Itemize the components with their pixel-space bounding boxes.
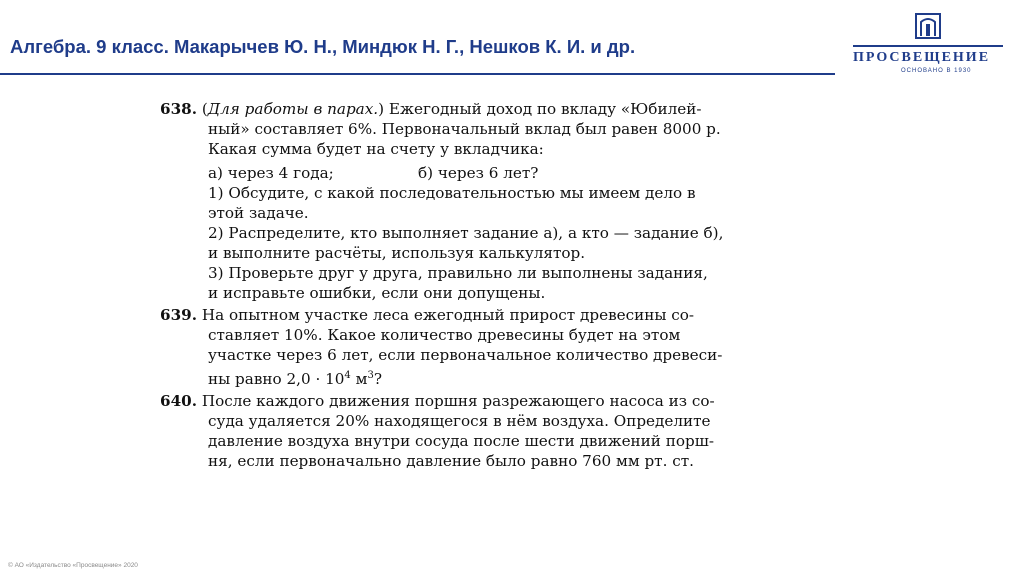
problem-number-640: 640.: [160, 392, 197, 410]
problem-number-638: 638.: [160, 100, 197, 118]
page-title: Алгебра. 9 класс. Макарычев Ю. Н., Миндюк Н. Г., Нешков К. И. и др.: [10, 36, 636, 57]
problem-639-line-2: ставляет 10%. Какое количество древесины будет на этом: [208, 326, 681, 344]
problem-638-step-2b: и выполните расчёты, используя калькулятор.: [208, 244, 586, 262]
problem-638-line-1: 638. (Для работы в парах.) Ежегодный доход по вкладу «Юбилей-: [160, 100, 702, 118]
logo-divider: [853, 45, 1003, 47]
problem-number-639: 639.: [160, 306, 197, 324]
logo-subtitle: ОСНОВАНО В 1930: [901, 68, 972, 74]
problem-638-step-2a: 2) Распределите, кто выполняет задание а), а кто — задание б),: [208, 224, 724, 242]
logo-name: ПРОСВЕЩЕНИЕ: [853, 50, 991, 65]
problem-639-line-4: ны равно $2,0 \cdot 10^4$ $м^3$?: [208, 370, 382, 389]
header-divider: [0, 73, 835, 75]
publisher-logo: [845, 12, 1015, 76]
problem-639-line-1: 639. На опытном участке леса ежегодный прирост древесины со-: [160, 306, 695, 324]
copyright-footer: © АО «Издательство «Просвещение» 2020: [8, 562, 138, 569]
problem-640-line-4: ня, если первоначально давление было равно 760 мм рт. ст.: [208, 452, 694, 470]
problem-640-line-1: 640. После каждого движения поршня разрежающего насоса из со-: [160, 392, 715, 410]
problem-638-step-3b: и исправьте ошибки, если они допущены.: [208, 284, 546, 302]
problem-638-step-3a: 3) Проверьте друг у друга, правильно ли выполнены задания,: [208, 264, 708, 282]
problem-638-step-1b: этой задаче.: [208, 204, 309, 222]
problem-640-line-2: суда удаляется 20% находящегося в нём воздуха. Определите: [208, 412, 711, 430]
problem-638-option-b: б) через 6 лет?: [418, 164, 539, 182]
problem-638-option-a: а) через 4 года;: [208, 164, 334, 182]
problem-638-line-2: ный» составляет 6%. Первоначальный вклад был равен 8000 р.: [208, 120, 721, 138]
problem-638-line-3: Какая сумма будет на счету у вкладчика:: [208, 140, 544, 158]
publisher-emblem-icon: [915, 12, 941, 40]
textbook-excerpt: [160, 100, 850, 495]
pair-work-note: Для работы в парах.: [207, 100, 379, 118]
problem-640-line-3: давление воздуха внутри сосуда после шести движений порш-: [208, 432, 714, 450]
problem-638-step-1a: 1) Обсудите, с какой последовательностью мы имеем дело в: [208, 184, 696, 202]
problem-639-line-3: участке через 6 лет, если первоначальное количество древеси-: [208, 346, 723, 364]
